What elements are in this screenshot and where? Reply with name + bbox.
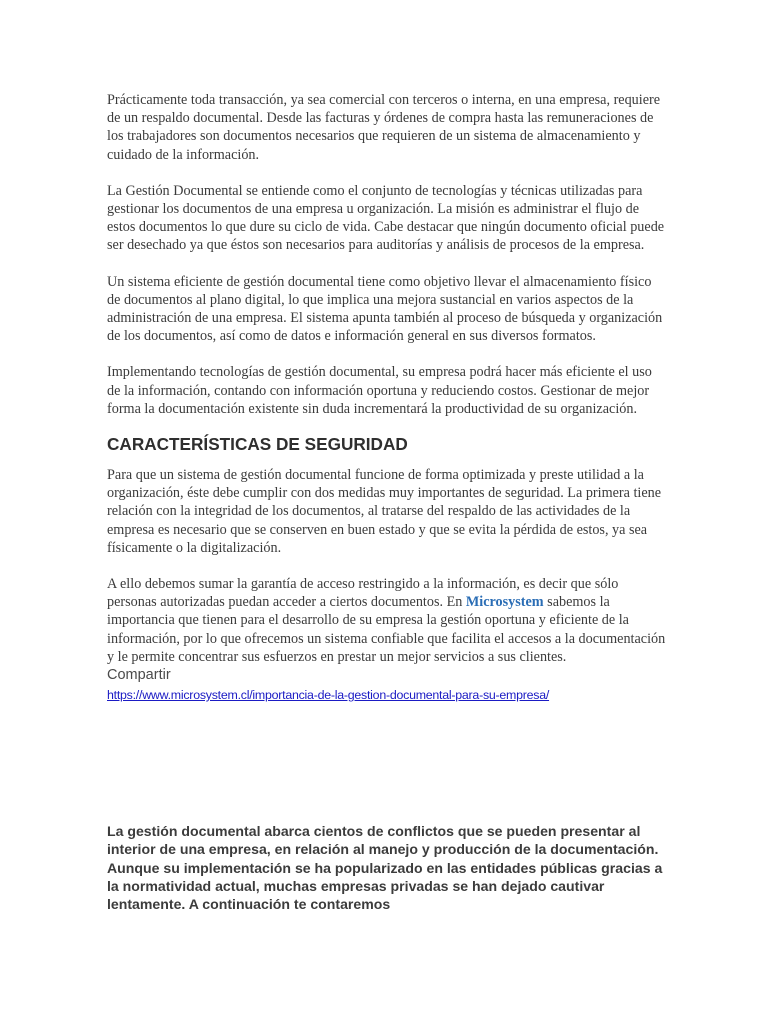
- paragraph-security-measures: Para que un sistema de gestión documental funcione de forma optimizada y preste utilidad a la organización, éste debe cumplir con dos medidas muy importantes de seguridad. La primera tiene relación con la integridad de los documentos, al tratarse del respaldo de las actividades de la empresa es necesario que se conserven en buen estado y que se evita la pérdida de estos, ya sea físicamente o la digitalización.: [107, 467, 662, 556]
- brand-name: Microsystem: [465, 594, 544, 611]
- paragraph-intro: Prácticamente toda transacción, ya sea comercial con terceros o interna, en una empresa, requiere de un respaldo documental. Desde las facturas y órdenes de compra hasta las remuneraciones de los trabajadores son documentos necesarios que requieren de un sistema de almacenamiento y cuidado de la información.: [107, 92, 661, 163]
- paragraph-definition: La Gestión Documental se entiende como el conjunto de tecnologías y técnicas utilizadas para gestionar los documentos de una empresa u organización. La misión es administrar el flujo de estos documentos lo que dure su ciclo de vida. Cabe destacar que ningún documento oficial puede ser desechado ya que éstos son necesarios para auditorías y análisis de procesos de la empresa.: [107, 182, 665, 254]
- section-heading: CARACTERÍSTICAS DE SEGURIDAD: [107, 434, 408, 455]
- share-label[interactable]: Compartir: [107, 667, 171, 684]
- bold-paragraph: La gestión documental abarca cientos de conflictos que se pueden presentar al interior de una empresa, en relación al manejo y producción de la documentación. Aunque su implementación se ha popularizado en las entidades públicas gracias a la normatividad actual, muchas empresas privadas se han dejado cautivar lentamente. A continuación te contaremos: [107, 823, 663, 913]
- paragraph-restricted-access: [107, 575, 667, 666]
- source-link[interactable]: https://www.microsystem.cl/importancia-de-la-gestion-documental-para-su-empresa/: [107, 688, 550, 703]
- paragraph-restricted-access-text-start: A ello debemos sumar la garantía de acceso restringido a la información, es decir que sólo personas autorizadas puedan acceder a ciertos documentos. En: [107, 576, 619, 611]
- paragraph-restricted-access-text-end: sabemos la importancia que tienen para el desarrollo de su empresa la gestión oportuna y eficiente de la información, por lo que ofrecemos un sistema confiable que facilita el accesos a la documentación y le permite concentrar sus esfuerzos en prestar un mejor servicios a sus clientes.: [107, 594, 666, 665]
- paragraph-efficient-system: Un sistema eficiente de gestión documental tiene como objetivo llevar el almacenamiento físico de documentos al plano digital, lo que implica una mejora sustancial en varios aspectos de la administración de una empresa. El sistema apunta también al proceso de búsqueda y organización de los documentos, así como de datos e información general en sus diversos formatos.: [107, 273, 663, 345]
- paragraph-implementation: Implementando tecnologías de gestión documental, su empresa podrá hacer más eficiente el uso de la información, contando con información oportuna y reduciendo costos. Gestionar de mejor forma la documentación existente sin duda incrementará la productividad de su organización.: [107, 364, 652, 417]
- document-body: [107, 91, 667, 705]
